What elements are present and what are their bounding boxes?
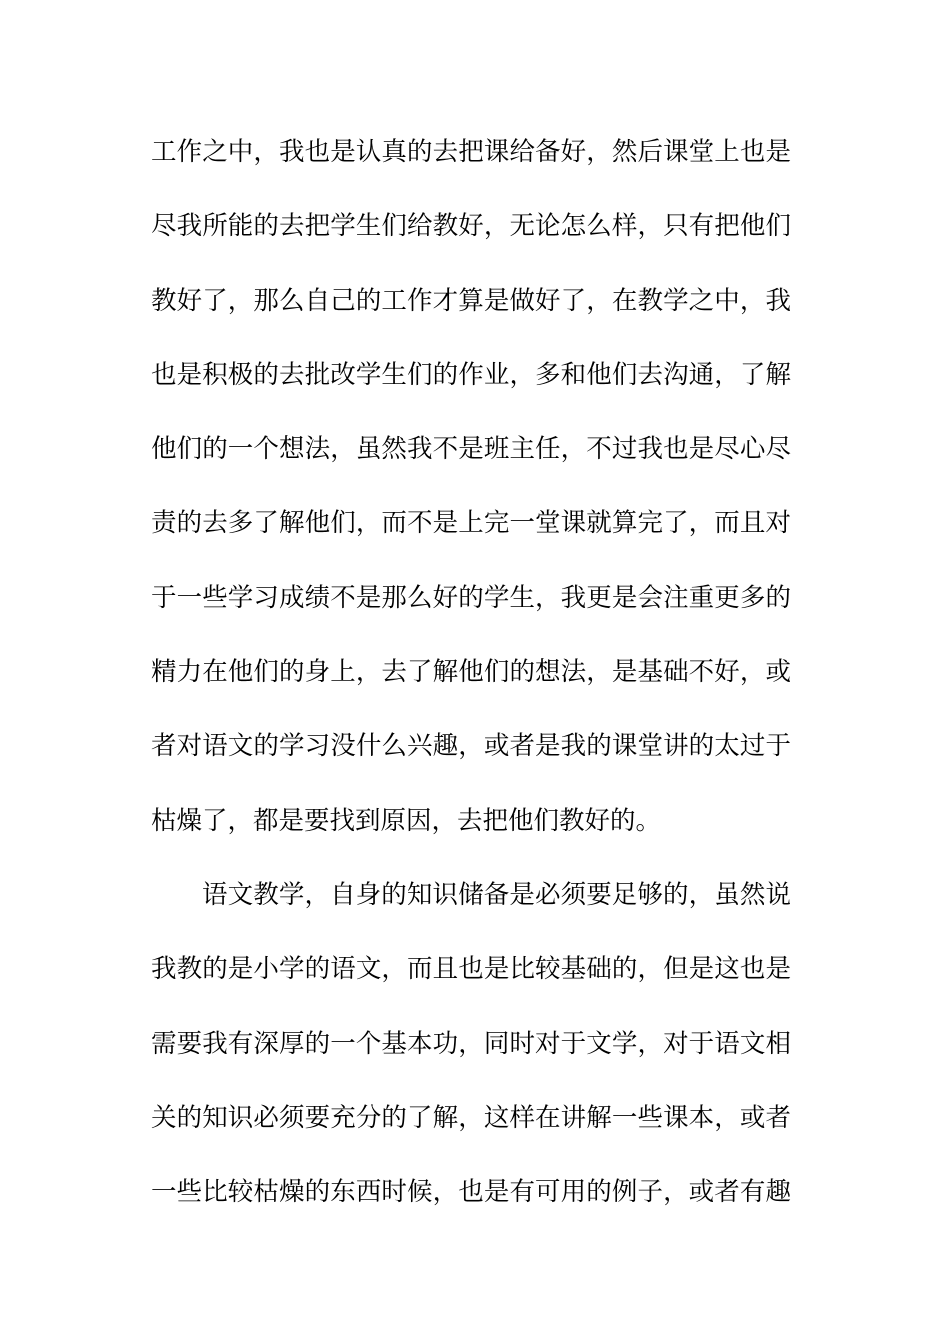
text-line: 关的知识必须要充分的了解，这样在讲解一些课本，或者 [151, 1102, 791, 1133]
text-line: 他们的一个想法，虽然我不是班主任，不过我也是尽心尽 [151, 434, 791, 465]
text-line: 需要我有深厚的一个基本功，同时对于文学，对于语文相 [151, 1028, 791, 1059]
text-line: 也是积极的去批改学生们的作业，多和他们去沟通，了解 [151, 359, 791, 390]
text-line: 一些比较枯燥的东西时候，也是有可用的例子，或者有趣 [151, 1177, 791, 1208]
text-line: 语文教学，自身的知识储备是必须要足够的，虽然说 [202, 879, 791, 910]
text-line: 教好了，那么自己的工作才算是做好了，在教学之中，我 [151, 285, 791, 316]
text-line: 精力在他们的身上，去了解他们的想法，是基础不好，或 [151, 657, 791, 688]
text-line: 者对语文的学习没什么兴趣，或者是我的课堂讲的太过于 [151, 731, 791, 762]
text-line: 我教的是小学的语文，而且也是比较基础的，但是这也是 [151, 954, 791, 985]
text-line: 枯燥了，都是要找到原因，去把他们教好的。 [151, 805, 662, 836]
text-line: 尽我所能的去把学生们给教好，无论怎么样，只有把他们 [151, 211, 791, 242]
text-line: 责的去多了解他们，而不是上完一堂课就算完了，而且对 [151, 508, 791, 539]
body-text [151, 124, 791, 1238]
text-line: 于一些学习成绩不是那么好的学生，我更是会注重更多的 [151, 582, 791, 613]
text-line: 工作之中，我也是认真的去把课给备好，然后课堂上也是 [151, 137, 791, 167]
